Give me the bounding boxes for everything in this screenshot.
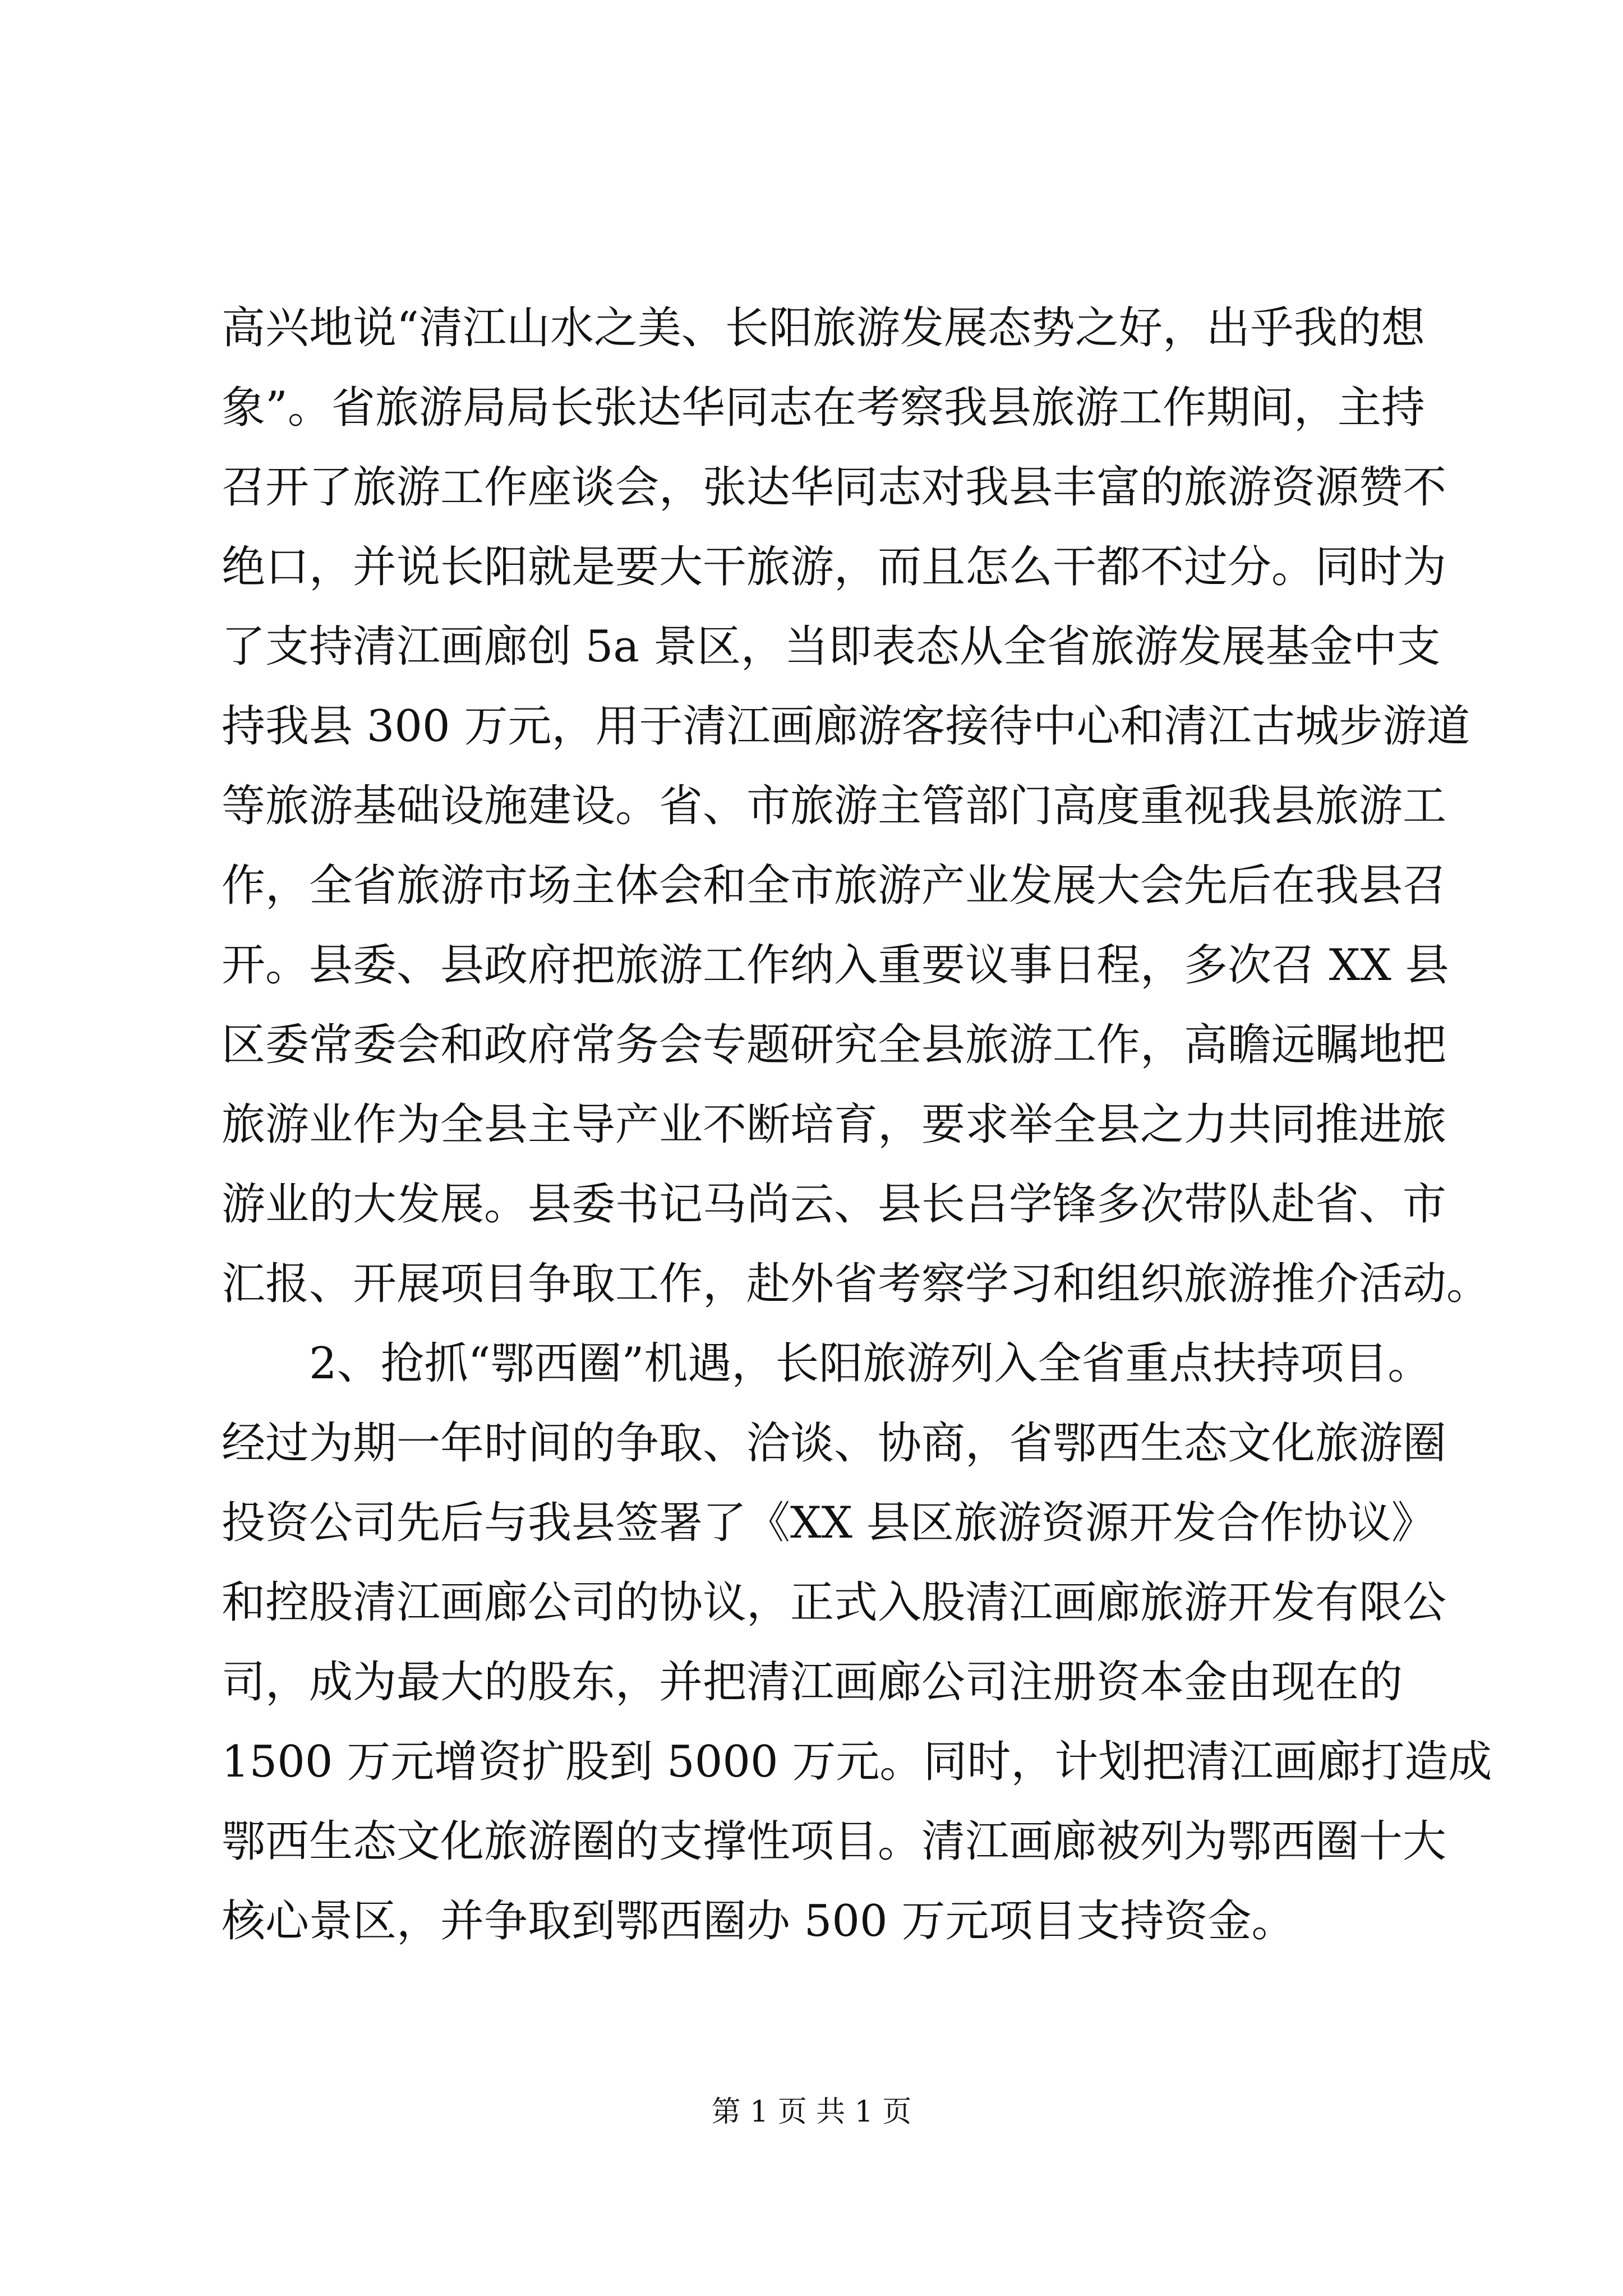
page-footer — [0, 2092, 1623, 2132]
text-line: 作，全省旅游市场主体会和全市旅游产业发展大会先后在我县召 — [222, 861, 1447, 911]
paragraph-heading: 2、抢抓“鄂西圈”机遇，长阳旅游列入全省重点扶持项目。 — [309, 1338, 1432, 1389]
text-line: 持我县 300 万元，用于清江画廊游客接待中心和清江古城步游道 — [222, 701, 1470, 752]
text-line: 开。县委、县政府把旅游工作纳入重要议事日程，多次召 XX 县 — [222, 940, 1449, 991]
page-number: 第 1 页 共 1 页 — [711, 2095, 912, 2129]
text-line: 等旅游基础设施建设。省、市旅游主管部门高度重视我县旅游工 — [222, 781, 1447, 831]
text-line: 和控股清江画廊公司的协议，正式入股清江画廊旅游开发有限公 — [222, 1577, 1447, 1628]
text-line: 经过为期一年时间的争取、洽谈、协商，省鄂西生态文化旅游圈 — [222, 1418, 1447, 1469]
text-line: 象”。省旅游局局长张达华同志在考察我县旅游工作期间，主持 — [222, 383, 1425, 433]
text-line: 核心景区，并争取到鄂西圈办 500 万元项目支持资金。 — [222, 1896, 1295, 1947]
text-line: 旅游业作为全县主导产业不断培育，要求举全县之力共同推进旅 — [222, 1099, 1447, 1150]
text-line: 投资公司先后与我县签署了《XX 县区旅游资源开发合作协议》 — [222, 1498, 1435, 1548]
text-line: 高兴地说“清江山水之美、长阳旅游发展态势之好，出乎我的想 — [222, 303, 1425, 353]
text-line: 游业的大发展。县委书记马尚云、县长吕学锋多次带队赴省、市 — [222, 1179, 1447, 1230]
text-line: 1500 万元增资扩股到 5000 万元。同时，计划把清江画廊打造成 — [222, 1737, 1492, 1787]
text-line: 了支持清江画廊创 5a 景区，当即表态从全省旅游发展基金中支 — [222, 622, 1441, 672]
text-line: 汇报、开展项目争取工作，赴外省考察学习和组织旅游推介活动。 — [222, 1259, 1491, 1309]
text-line: 绝口，并说长阳就是要大干旅游，而且怎么干都不过分。同时为 — [222, 542, 1447, 592]
text-line: 司，成为最大的股东，并把清江画廊公司注册资本金由现在的 — [222, 1657, 1403, 1708]
text-line: 鄂西生态文化旅游圈的支撑性项目。清江画廊被列为鄂西圈十大 — [222, 1816, 1447, 1867]
text-line: 召开了旅游工作座谈会，张达华同志对我县丰富的旅游资源赞不 — [222, 462, 1447, 513]
text-line: 区委常委会和政府常务会专题研究全县旅游工作，高瞻远瞩地把 — [222, 1020, 1447, 1070]
body-text — [222, 288, 1492, 1961]
